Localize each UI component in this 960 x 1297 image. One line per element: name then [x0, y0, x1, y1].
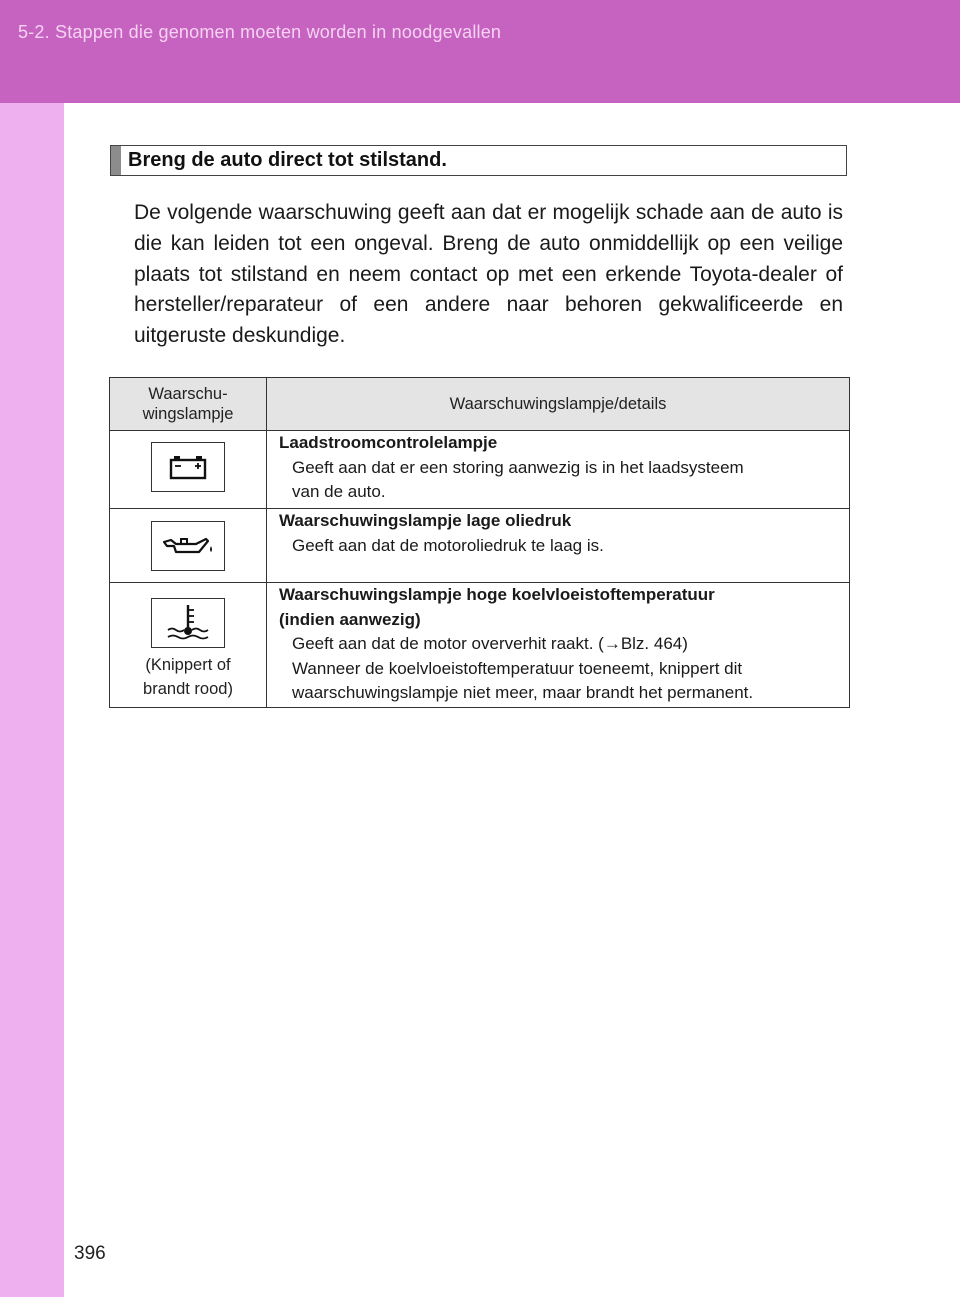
- lamp-note: brandt rood): [143, 680, 233, 698]
- side-margin-band: [0, 103, 64, 1297]
- battery-charge-icon: [151, 442, 225, 492]
- table-row: [110, 583, 850, 708]
- lamp-description-line: Geeft aan dat de motor oververhit raakt. (→Blz. 464): [292, 634, 688, 653]
- description-cell: [267, 583, 850, 708]
- coolant-temperature-icon: [151, 598, 225, 648]
- lamp-description-line: waarschuwingslampje niet meer, maar brandt het permanent.: [292, 683, 754, 702]
- lamp-cell: [110, 509, 267, 583]
- header-details: Waarschuwingslampje/details: [267, 378, 850, 431]
- lamp-title: Laadstroomcontrolelampje: [279, 433, 498, 452]
- warning-light-table: [109, 377, 850, 708]
- header-lamp: [110, 378, 267, 431]
- lamp-description-line: Geeft aan dat er een storing aanwezig is in het laadsysteem: [292, 457, 744, 477]
- lamp-description-line: Geeft aan dat de motoroliedruk te laag is.: [292, 535, 604, 555]
- intro-paragraph: De volgende waarschuwing geeft aan dat er mogelijk schade aan de auto is die kan leiden tot een ongeval. Breng de auto onmiddellijk op een veilige plaats tot stilstand en neem contact op met een erkende Toyota-dealer of hersteller/reparateur of een andere naar behoren gekwalificeerde en uitgeruste deskundige.: [134, 201, 843, 348]
- lamp-description-line: van de auto.: [292, 482, 386, 501]
- lamp-cell: [110, 431, 267, 509]
- table-row: [110, 509, 850, 583]
- lamp-note: (Knippert of: [145, 656, 231, 674]
- page-number: 396: [74, 1243, 106, 1264]
- page-header: [0, 0, 960, 103]
- oil-pressure-icon: [151, 521, 225, 571]
- lamp-cell: [110, 583, 267, 708]
- section-heading-bar: [111, 146, 121, 175]
- table-row: [110, 431, 850, 509]
- chapter-title: 5-2. Stappen die genomen moeten worden in noodgevallen: [18, 22, 502, 42]
- section-heading-box: [110, 145, 847, 176]
- lamp-title: Waarschuwingslampje lage oliedruk: [279, 511, 572, 530]
- lamp-description-line: Wanneer de koelvloeistoftemperatuur toeneemt, knippert dit: [292, 658, 743, 678]
- description-cell: [267, 509, 850, 583]
- header-lamp-line2: wingslampje: [142, 405, 234, 423]
- description-cell: [267, 431, 850, 509]
- table-header-row: [110, 378, 850, 431]
- section-title: Breng de auto direct tot stilstand.: [128, 149, 447, 171]
- header-lamp-line1: Waarschu-: [148, 385, 228, 403]
- lamp-title-continued: (indien aanwezig): [279, 609, 421, 629]
- lamp-title: Waarschuwingslampje hoge koelvloeistoftemperatuur: [279, 585, 715, 604]
